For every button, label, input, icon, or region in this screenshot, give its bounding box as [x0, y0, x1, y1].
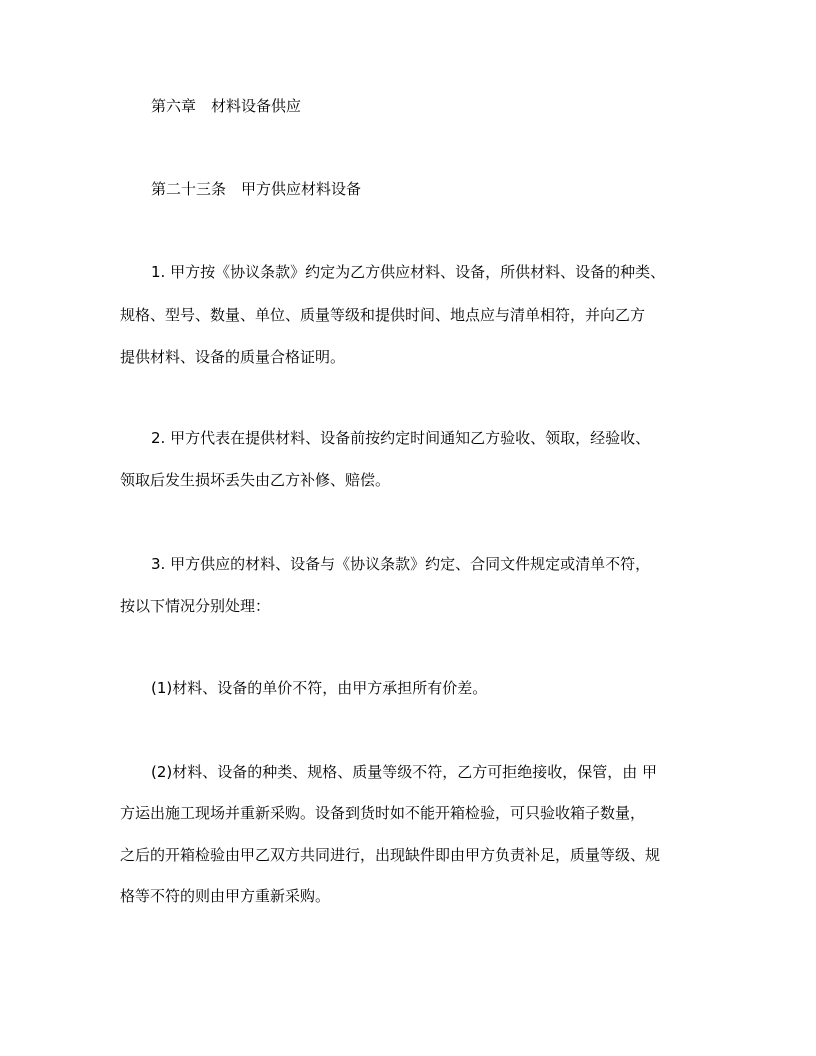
clause-3-line-2: 按以下情况分别处理：: [120, 597, 271, 615]
clause-1-line-2: 规格、型号、数量、单位、质量等级和提供时间、地点应与清单相符，并向乙方: [120, 306, 646, 324]
item-2-line-3: 之后的开箱检验由甲乙双方共同进行，出现缺件即由甲方负责补足，质量等级、规: [120, 846, 661, 864]
clause-1-line-3: 提供材料、设备的质量合格证明。: [120, 348, 346, 366]
chapter-heading: 第六章 材料设备供应: [151, 97, 302, 115]
item-1-line-1: (1)材料、设备的单价不符，由甲方承担所有价差。: [151, 679, 488, 697]
article-heading: 第二十三条 甲方供应材料设备: [151, 180, 362, 198]
item-2-line-4: 格等不符的则由甲方重新采购。: [120, 887, 331, 905]
clause-2-line-1: 2. 甲方代表在提供材料、设备前按约定时间通知乙方验收、领取，经验收、: [151, 429, 651, 447]
item-2-line-1: (2)材料、设备的种类、规格、质量等级不符，乙方可拒绝接收，保管，由 甲: [151, 763, 658, 781]
item-2-line-2: 方运出施工现场并重新采购。设备到货时如不能开箱检验，可只验收箱子数量，: [120, 804, 646, 822]
clause-2-line-2: 领取后发生损坏丢失由乙方补修、赔偿。: [120, 471, 391, 489]
clause-1-line-1: 1. 甲方按《协议条款》约定为乙方供应材料、设备，所供材料、设备的种类、: [151, 263, 666, 281]
clause-3-line-1: 3. 甲方供应的材料、设备与《协议条款》约定、合同文件规定或清单不符，: [151, 555, 651, 573]
